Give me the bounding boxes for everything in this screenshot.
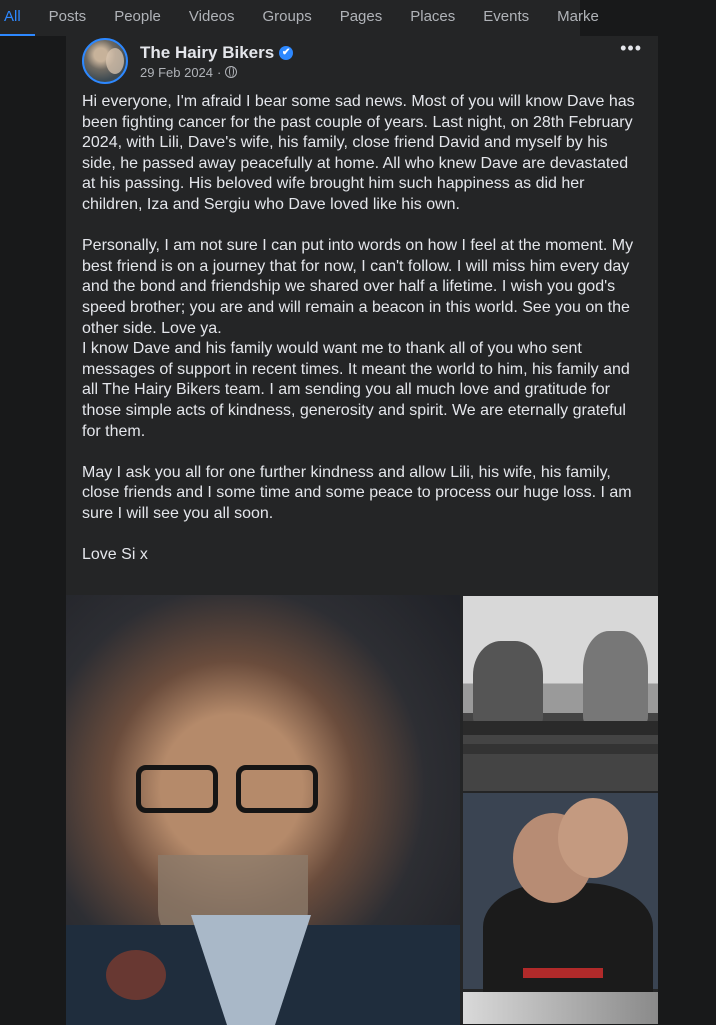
post-paragraph: Personally, I am not sure I can put into words on how I feel at the moment. My best friend is on a journey that for now, I can't follow. I will miss him every day and the bond and friendship we shared over half a lifetime. I wish you god's speed brother; you are and will remain a beacon in this world. See you on the other side. Love ya. — [82, 237, 634, 337]
person — [473, 641, 543, 726]
author-row — [140, 43, 293, 63]
person — [558, 798, 628, 878]
tab-videos[interactable]: Videos — [188, 8, 235, 25]
post-body — [82, 92, 642, 586]
post-paragraph: May I ask you all for one further kindness and allow Lili, his wife, his family, close friends and I some time and some peace to process our huge loss. I am sure I will see you all soon. — [82, 463, 632, 522]
photo-bench[interactable] — [463, 596, 658, 791]
tab-events[interactable]: Events — [483, 8, 530, 25]
post-meta — [140, 43, 293, 80]
post-subline — [140, 65, 293, 80]
post-header — [82, 38, 293, 84]
photo-hug[interactable] — [463, 793, 658, 989]
author-name[interactable]: The Hairy Bikers — [140, 42, 275, 62]
tab-marketplace[interactable]: Marke — [557, 8, 599, 25]
post-paragraph: I know Dave and his family would want me to thank all of you who sent messages of support in recent times. It meant the world to him, his family and all The Hairy Bikers team. I am sending you all much love and gratitude for those simple acts of kindness, generosity and spirit. We are eternally grateful for them. — [82, 340, 630, 440]
more-options-icon[interactable]: ••• — [620, 38, 642, 58]
search-filter-tabs — [0, 0, 599, 36]
public-globe-icon — [225, 66, 237, 78]
avatar[interactable] — [82, 38, 128, 84]
bench — [463, 721, 658, 735]
post-paragraph: Hi everyone, I'm afraid I bear some sad news. Most of you will know Dave has been fighting cancer for the past couple of years. Last night, on 28th February 2024, with Lili, Dave's wife, his family, close friend David and myself by his side, he passed away peacefully at home. All who knew Dave are devastated at his passing. His beloved wife brought him such happiness as did her children, Iza and Sergiu who Dave loved like his own. — [82, 93, 635, 213]
post-date[interactable]: 29 Feb 2024 — [140, 64, 214, 80]
verified-badge-icon: ✔ — [279, 46, 293, 60]
bench — [463, 744, 658, 754]
separator: · — [217, 64, 222, 80]
clothing-trim — [523, 968, 603, 978]
tab-posts[interactable]: Posts — [48, 8, 87, 25]
post-paragraph: Love Si x — [82, 546, 148, 564]
tab-all[interactable]: All — [0, 0, 35, 36]
tab-groups[interactable]: Groups — [262, 8, 312, 25]
person — [583, 631, 648, 726]
floral-pattern — [106, 950, 166, 1000]
tab-places[interactable]: Places — [410, 8, 456, 25]
photo-portrait[interactable] — [66, 595, 460, 1024]
tab-pages[interactable]: Pages — [339, 8, 383, 25]
tab-people[interactable]: People — [114, 8, 161, 25]
photo-more[interactable] — [463, 992, 658, 1024]
post-card — [66, 36, 658, 1024]
glasses — [136, 765, 326, 815]
